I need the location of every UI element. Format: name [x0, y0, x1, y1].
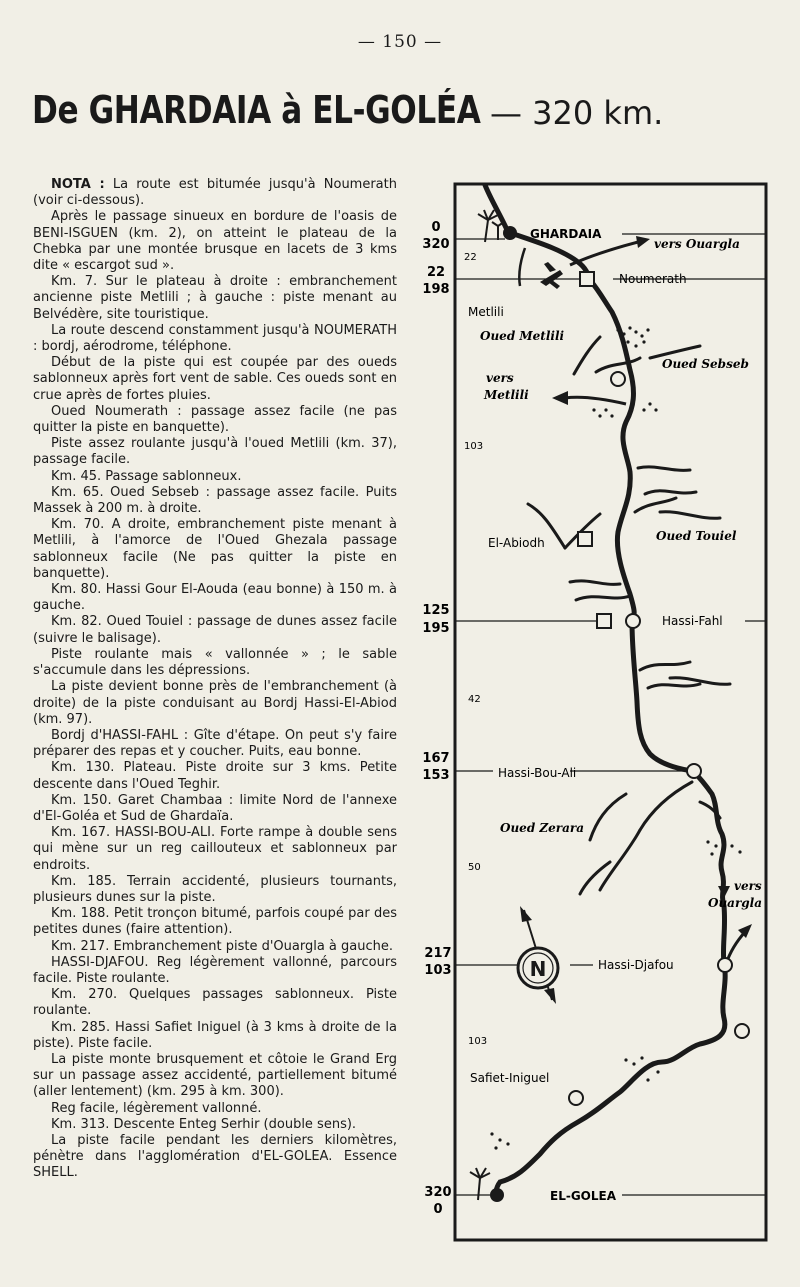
segment-distance: 22: [464, 252, 477, 263]
route-description: [33, 177, 397, 1182]
safiet-well-icon: [569, 1091, 583, 1105]
paragraph: Km. 70. A droite, embranchement piste menant à Metlili, à l'amorce de l'Oued Ghezala passage sablonneux facile (Ne pas quitter la piste en banquette).: [33, 517, 397, 581]
place-el-abiodh: El-Abiodh: [488, 536, 545, 550]
place-ghardaia: GHARDAIA: [530, 227, 602, 241]
paragraph: Km. 217. Embranchement piste d'Ouargla à gauche.: [51, 938, 394, 954]
paragraph: Km. 45. Passage sablonneux.: [51, 468, 242, 484]
paragraph: Reg facile, légèrement vallonné.: [51, 1100, 262, 1116]
el-abiodh-bordj-icon: [578, 532, 592, 546]
dune-patches: [490, 326, 741, 1149]
metlili-branch: [565, 397, 626, 404]
hassi-fahl-well-icon: [626, 614, 640, 628]
compass-icon: [518, 906, 558, 1004]
direction-vers-metlili: vers: [486, 371, 514, 385]
direction-vers-ouargla-top: vers Ouargla: [654, 237, 740, 251]
km-mark-bottom: 198: [422, 282, 450, 297]
page-number: — 150 —: [357, 32, 443, 52]
paragraph: Km. 130. Plateau. Piste droite sur 3 kms. Petite descente dans l'Oued Teghir.: [33, 760, 397, 792]
km-mark-bottom: 0: [433, 1202, 443, 1217]
paragraph: Km. 80. Hassi Gour El-Aouda (eau bonne) à 150 m. à gauche.: [33, 582, 397, 614]
place-metlili: Metlili: [468, 305, 504, 319]
oued-metlili: Oued Metlili: [480, 329, 565, 343]
km-mark-bottom: 153: [422, 768, 450, 783]
km-mark-top: 167: [422, 751, 450, 766]
airplane-icon: [540, 262, 563, 289]
paragraph: La piste facile pendant les derniers kilomètres, pénètre dans l'agglomération d'EL-GOLEA. Essence SHELL.: [33, 1132, 397, 1181]
hassi-djafou-well-icon: [718, 958, 732, 972]
km-mark-top: 22: [426, 265, 446, 280]
title-main: De GHARDAIA à EL-GOLÉA: [32, 88, 481, 132]
metlili-arrow-icon: [552, 391, 568, 405]
segment-distance: 103: [468, 1036, 488, 1047]
direction-vers-ouargla: Ouargla: [708, 896, 762, 910]
direction-vers-ouargla: vers: [734, 879, 762, 893]
km-mark-top: 217: [424, 946, 452, 961]
segment-distance: 42: [468, 694, 481, 705]
well-icon: [611, 372, 625, 386]
km-mark-bottom: 103: [424, 963, 452, 978]
paragraph: Km. 65. Oued Sebseb : passage assez facile. Puits Massek à 200 m. à droite.: [33, 484, 397, 517]
el-golea-marker: [490, 1188, 504, 1202]
paragraph: Piste roulante mais « vallonnée » ; le sable s'accumule dans les dépressions.: [33, 646, 397, 679]
page-title: [32, 88, 664, 132]
paragraph: Km. 167. HASSI-BOU-ALI. Forte rampe à double sens qui mène sur un reg caillouteux et sablonneux par endroits.: [33, 825, 397, 873]
paragraph: Après le passage sinueux en bordure de l'oasis de BENI-ISGUEN (km. 2), on atteint le plateau de la Chebka par une montée brusque en lacets de 3 kms dite « escargot sud ».: [33, 209, 397, 274]
well-icon: [735, 1024, 749, 1038]
place-hassi-fahl: Hassi-Fahl: [662, 614, 723, 628]
paragraph: [33, 177, 397, 209]
km-mark-bottom: 320: [422, 237, 450, 252]
paragraph: Km. 285. Hassi Safiet Iniguel (à 3 kms à droite de la piste). Piste facile.: [33, 1019, 397, 1051]
paragraph: La piste devient bonne près de l'embranchement (à droite) de la piste conduisant au Bordj Hassi-El-Abiod (km. 97).: [33, 679, 397, 727]
paragraph: Début de la piste qui est coupée par des oueds sablonneux après fort vent de sable. Ces oueds sont en crue après de fortes pluies.: [33, 355, 397, 403]
paragraph: Piste assez roulante jusqu'à l'oued Metlili (km. 37), passage facile.: [33, 436, 397, 468]
paragraph-text: La route est bitumée jusqu'à Noumerath (voir ci-dessous).: [33, 177, 397, 209]
paragraph: Km. 82. Oued Touiel : passage de dunes assez facile (suivre le balisage).: [33, 614, 397, 646]
paragraph: Oued Noumerath : passage assez facile (ne pas quitter la piste en banquette).: [33, 403, 397, 436]
paragraph: Km. 150. Garet Chambaa : limite Nord de l'annexe d'El-Goléa et Sud de Ghardaïa.: [33, 792, 397, 824]
place-hassi-djafou: Hassi-Djafou: [598, 958, 674, 972]
route-map: [400, 182, 800, 1242]
paragraph: Bordj d'HASSI-FAHL : Gîte d'étape. On peut s'y faire préparer des repas et y coucher. Puits, eau bonne.: [33, 727, 397, 760]
segment-distance: 50: [468, 862, 481, 873]
ouargla-top-arrow-icon: [636, 236, 650, 248]
metlili-road: [519, 248, 525, 286]
ouargla-top-line: [570, 242, 638, 265]
ghardaia-marker: [503, 226, 517, 240]
paragraph: Km. 185. Terrain accidenté, plusieurs tournants, plusieurs dunes sur la piste.: [33, 873, 397, 905]
km-mark-top: 320: [424, 1185, 452, 1200]
place-el-golea: EL-GOLEA: [550, 1189, 617, 1203]
place-noumerath: Noumerath: [619, 272, 687, 286]
paragraph: Km. 188. Petit tronçon bitumé, parfois coupé par des petites dunes (faire attention).: [33, 906, 397, 938]
oued-touiel: Oued Touiel: [656, 529, 737, 543]
paragraph: La route descend constamment jusqu'à NOUMERATH : bordj, aérodrome, téléphone.: [33, 322, 397, 355]
hassi-bou-ali-well-icon: [687, 764, 701, 778]
place-hassi-bou-ali: Hassi-Bou-Ali: [498, 766, 577, 780]
segment-distance: 103: [464, 441, 484, 452]
paragraph: HASSI-DJAFOU. Reg légèrement vallonné, parcours facile. Piste roulante.: [33, 954, 397, 986]
oued-zerara: Oued Zerara: [500, 821, 584, 835]
km-mark-bottom: 195: [422, 621, 450, 636]
place-safiet-iniguel: Safiet-Iniguel: [470, 1071, 550, 1085]
nota-label: NOTA :: [51, 177, 105, 192]
noumerath-bordj-icon: [580, 272, 594, 286]
paragraph: Km. 270. Quelques passages sablonneux. Piste roulante.: [33, 987, 397, 1019]
paragraph: Km. 313. Descente Enteg Serhir (double sens).: [51, 1116, 357, 1132]
paragraph: La piste monte brusquement et côtoie le Grand Erg sur un passage assez accidenté, partiellement bitumé (aller lentement) (km. 295 à km. 300).: [33, 1051, 397, 1100]
oued-sebseb: Oued Sebseb: [662, 357, 749, 371]
paragraph: Km. 7. Sur le plateau à droite : embranchement ancienne piste Metlili ; à gauche : piste menant au Belvédère, site touristique.: [33, 274, 397, 322]
direction-vers-metlili: Metlili: [484, 388, 529, 402]
km-mark-top: 125: [422, 603, 450, 618]
compass-letter: N: [529, 957, 547, 981]
km-mark-top: 0: [431, 220, 441, 235]
title-distance: — 320 km.: [490, 94, 664, 132]
hassi-fahl-bordj-icon: [597, 614, 611, 628]
